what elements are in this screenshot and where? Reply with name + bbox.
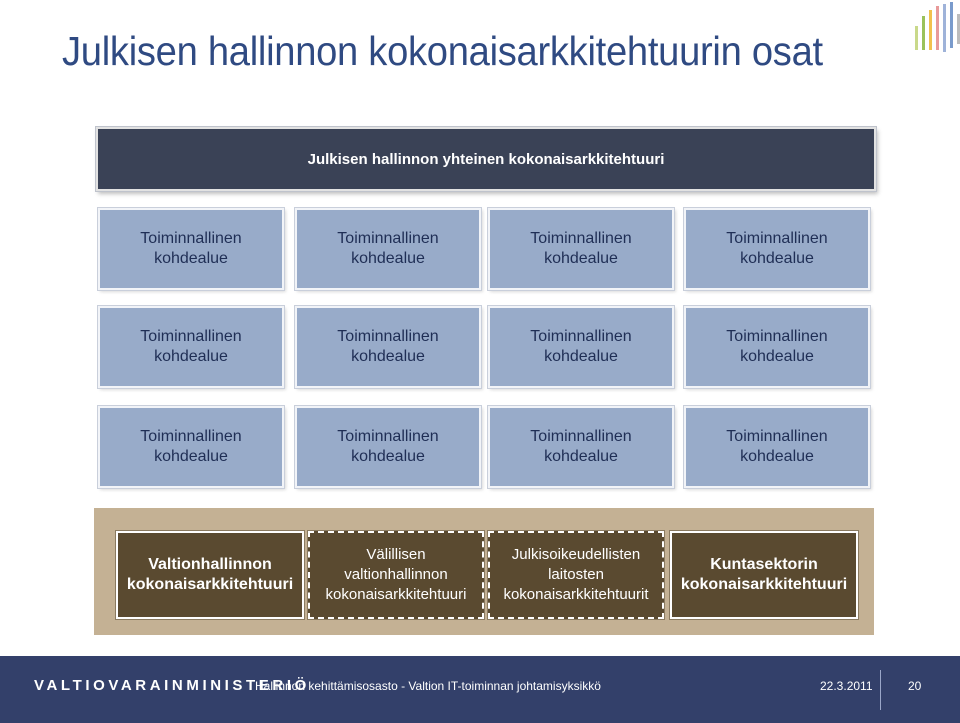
area-line2: kohdealue: [544, 448, 618, 465]
decorative-stripes-icon: [913, 0, 960, 80]
area-line2: kohdealue: [351, 448, 425, 465]
slide-title: Julkisen hallinnon kokonaisarkkitehtuurin osat: [62, 28, 823, 74]
box-line2: valtionhallinnon: [344, 566, 448, 583]
state-administration-box: [116, 531, 304, 619]
box-line2: kokonaisarkkitehtuuri: [680, 576, 848, 593]
box-line3: kokonaisarkkitehtuuri: [325, 586, 467, 603]
operational-area-box: [98, 306, 284, 388]
box-line3: kokonaisarkkitehtuurit: [503, 586, 649, 603]
banner-label: Julkisen hallinnon yhteinen kokonaisarkkitehtuuri: [307, 150, 665, 168]
area-line2: kohdealue: [740, 448, 814, 465]
area-line2: kohdealue: [740, 348, 814, 365]
footer-bar: [0, 656, 960, 723]
box-line1: Valtionhallinnon: [148, 556, 272, 573]
box-line2: kokonaisarkkitehtuuri: [126, 576, 294, 593]
page-number: 20: [908, 679, 922, 693]
operational-area-box: [684, 208, 870, 290]
box-line2: laitosten: [548, 566, 604, 583]
ministry-logo: VALTIOVARAINMINISTERIÖ: [34, 677, 310, 694]
area-line2: kohdealue: [154, 348, 228, 365]
area-line2: kohdealue: [351, 348, 425, 365]
box-line1: Välillisen: [366, 546, 426, 563]
operational-area-box: [488, 208, 674, 290]
area-line2: kohdealue: [740, 250, 814, 267]
operational-area-box: [488, 306, 674, 388]
area-line2: kohdealue: [154, 448, 228, 465]
box-line1: Kuntasektorin: [710, 556, 818, 573]
area-line1: Toiminnallinen: [726, 428, 828, 445]
area-line2: kohdealue: [544, 250, 618, 267]
footer-date: 22.3.2011: [820, 679, 873, 693]
area-line1: Toiminnallinen: [140, 328, 242, 345]
area-line1: Toiminnallinen: [337, 230, 439, 247]
municipal-sector-box: [670, 531, 858, 619]
operational-area-box: [98, 406, 284, 488]
operational-area-box: [488, 406, 674, 488]
area-line1: Toiminnallinen: [337, 428, 439, 445]
indirect-state-administration-box: [308, 531, 484, 619]
operational-area-box: [684, 306, 870, 388]
area-line1: Toiminnallinen: [530, 230, 632, 247]
footer-department-text: Hallinnon kehittämisosasto - Valtion IT-toiminnan johtamisyksikkö: [255, 679, 601, 693]
operational-area-box: [295, 406, 481, 488]
operational-area-box: [98, 208, 284, 290]
area-line1: Toiminnallinen: [726, 328, 828, 345]
area-line2: kohdealue: [544, 348, 618, 365]
area-line1: Toiminnallinen: [530, 328, 632, 345]
area-line1: Toiminnallinen: [140, 230, 242, 247]
area-line2: kohdealue: [351, 250, 425, 267]
box-line1: Julkisoikeudellisten: [511, 546, 641, 563]
area-line1: Toiminnallinen: [530, 428, 632, 445]
area-line1: Toiminnallinen: [726, 230, 828, 247]
public-law-institutions-box: [488, 531, 664, 619]
area-line2: kohdealue: [154, 250, 228, 267]
area-line1: Toiminnallinen: [337, 328, 439, 345]
shared-architecture-banner: [96, 127, 876, 191]
footer-divider: [880, 670, 881, 710]
operational-area-box: [684, 406, 870, 488]
operational-area-box: [295, 306, 481, 388]
area-line1: Toiminnallinen: [140, 428, 242, 445]
operational-area-box: [295, 208, 481, 290]
